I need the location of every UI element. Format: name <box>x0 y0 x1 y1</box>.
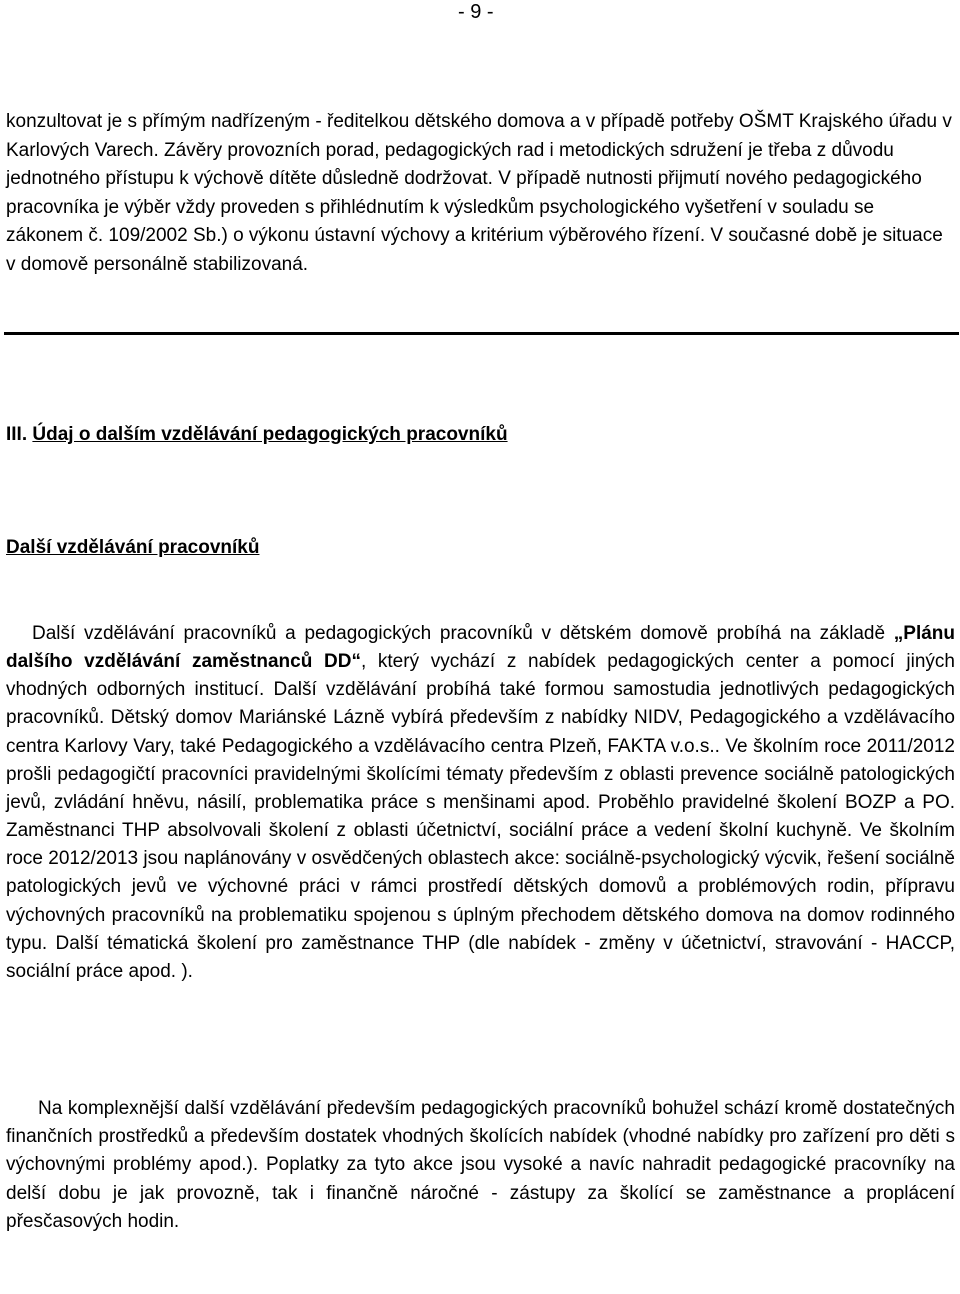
sub-heading: Další vzdělávání pracovníků <box>6 537 260 558</box>
training-paragraph-rest: , který vychází z nabídek pedagogických center a pomocí jiných vhodných odborných institucí. Další vzdělávání probíhá také formou samostudia jednotlivých pedagogických pracovníků. Dětský domov Mariánské Lázně vybírá především z nabídky NIDV, Pedagogického a vzdělávacího centra Karlovy Vary, také Pedagogického a vzdělávacího centra Plzeň, FAKTA v.o.s.. Ve školním roce 2011/2012 prošli pedagogičtí pracovníci pravidelnými školícími tématy především z oblasti prevence sociálně patologických jevů, zvládání hněvu, násilí, problematika práce s menšinami apod. Proběhlo pravidelné školení BOZP a PO. Zaměstnanci THP absolvovali školení z oblasti účetnictví, sociální práce a vedení školní kuchyně. Ve školním roce 2012/2013 jsou naplánovány v osvědčených oblastech akce: sociálně-psychologický výcvik, řešení sociálně patologických jevů ve výchovné práci v rámci prostředí dětských domovů a problémových rodin, přípravu výchovných pracovníků na problematiku spojenou s úplným přechodem dětského domova na domov rodinného typu. Další tématická školení pro zaměstnance THP (dle nabídek - změny v účetnictví, stravování - HACCP, sociální práce apod. ). <box>6 651 956 982</box>
funding-paragraph-text: Na komplexnější další vzdělávání především pedagogických pracovníků bohužel schází kromě dostatečných finančních prostředků a především dostatek vhodných školících nabídek (vhodné nabídky pro zařízení pro děti s výchovnými problémy apod.). Poplatky za tyto akce jsou vysoké a navíc nahradit pedagogické pracovníky na delší dobu je jak provozně, tak i finančně náročné - zástupy za školící se zaměstnance a proplácení přesčasových hodin. <box>6 1098 955 1232</box>
training-paragraph-start: Další vzdělávání pracovníků a pedagogických pracovníků v dětském domově probíhá na základě <box>32 623 894 644</box>
training-paragraph <box>6 620 955 986</box>
horizontal-rule <box>4 332 959 335</box>
funding-paragraph <box>6 1095 955 1236</box>
training-plan-title: „Plánu dalšího vzdělávání zaměstnanců DD“ <box>6 623 955 673</box>
intro-paragraph: konzultovat je s přímým nadřízeným - ředitelkou dětského domova a v případě potřeby OŠMT Krajského úřadu v Karlových Varech. Závěry provozních porad, pedagogických rad i metodických sdružení je třeba z důvodu jednotného přístupu k výchově dítěte důsledně dodržovat. V případě nutnosti přijmutí nového pedagogického pracovníka je výběr vždy proveden s přihlédnutím k výsledkům psychologického vyšetření v souladu se zákonem č. 109/2002 Sb.) o výkonu ústavní výchovy a kritérium výběrového řízení. V současné době je situace v domově personálně stabilizovaná. <box>6 111 952 275</box>
section-heading <box>6 423 508 447</box>
page-number: - 9 - <box>458 1 494 23</box>
section-title: Údaj o dalším vzdělávání pedagogických pracovníků <box>32 424 508 445</box>
section-number: III. <box>6 424 28 445</box>
